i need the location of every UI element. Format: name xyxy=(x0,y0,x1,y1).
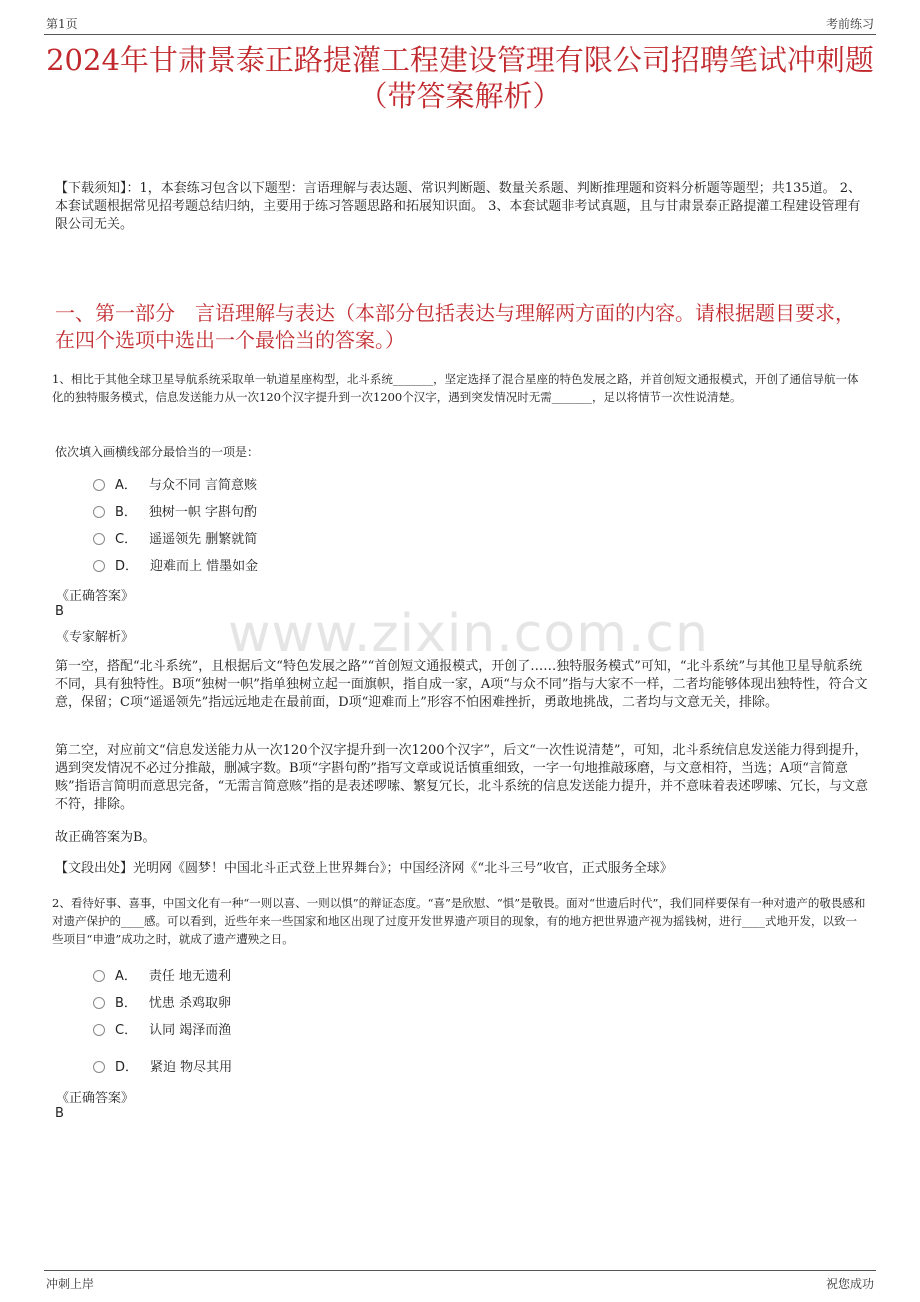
section-title: 一、第一部分 言语理解与表达（本部分包括表达与理解两方面的内容。请根据题目要求，在四个选项中选出一个最恰当的答案。） xyxy=(55,301,855,352)
q1-option-a[interactable]: A． 与众不同 言简意赅 xyxy=(93,476,257,496)
radio-icon[interactable] xyxy=(93,997,105,1009)
q1-option-c[interactable]: C． 遥遥领先 删繁就简 xyxy=(93,530,257,550)
q2-answer-label: 《正确答案》 xyxy=(56,1091,135,1106)
radio-icon[interactable] xyxy=(93,533,105,545)
header-label: 考前练习 xyxy=(825,17,874,31)
radio-icon[interactable] xyxy=(93,560,105,572)
q1-conclusion: 故正确答案为B。 xyxy=(55,830,156,845)
question-1-text: 1、相比于其他全球卫星导航系统采取单一轨道星座构型，北斗系统_______，坚定选择了混合星座的特色发展之路，并首创短文通报模式，开创了通信导航一体化的独特服务模式，信息发送能力从一次120个汉字提升到一次1200个汉字，遇到突发情况时无需_______，足以将情节一次性说清楚。 xyxy=(52,372,859,404)
radio-icon[interactable] xyxy=(93,479,105,491)
q1-option-d[interactable]: D． 迎难而上 惜墨如金 xyxy=(93,557,258,577)
page-header xyxy=(44,12,876,35)
q2-answer: B xyxy=(55,1106,64,1121)
download-notice: 【下载须知】：1，本套练习包含以下题型：言语理解与表达题、常识判断题、数量关系题、判断推理题和资料分析题等题型；共135道。 2、本套试题根据常见招考题总结归纳，主要用于练习答题思路和拓展知识面。 3、本套试题非考试真题，且与甘肃景泰正路提灌工程建设管理有限公司无关。 xyxy=(55,181,861,232)
q1-source: 【文段出处】光明网《圆梦！中国北斗正式登上世界舞台》；中国经济网《“北斗三号”收官，正式服务全球》 xyxy=(55,861,673,876)
q1-analysis-paragraph: 第二空，对应前文“信息发送能力从一次120个汉字提升到一次1200个汉字”，后文“一次性说清楚”，可知，北斗系统信息发送能力得到提升，遇到突发情况不必过分推敲，删减字数。B项“字斟句酌”指写文章或说话慎重细致，一字一句地推敲琢磨，与文意相符，当选；A项“言简意赅”指语言简明而意思完备，“无需言简意赅”指的是表述啰嗦、繁复冗长，北斗系统的信息发送能力提升，并不意味着表述啰嗦、冗长，与文意不符，排除。 xyxy=(55,743,868,812)
q1-answer-label: 《正确答案》 xyxy=(56,589,135,604)
q2-option-d[interactable]: D． 紧迫 物尽其用 xyxy=(93,1058,232,1078)
radio-icon[interactable] xyxy=(93,1061,105,1073)
page-number: 第1页 xyxy=(46,17,78,31)
q1-analysis-label: 《专家解析》 xyxy=(56,630,135,645)
document-title: 2024年甘肃景泰正路提灌工程建设管理有限公司招聘笔试冲刺题（带答案解析） xyxy=(46,43,874,113)
radio-icon[interactable] xyxy=(93,1024,105,1036)
watermark: www.zixin.com.cn xyxy=(228,604,709,664)
q2-option-a[interactable]: A． 责任 地无遗利 xyxy=(93,967,231,987)
question-2-text: 2、看待好事、喜事，中国文化有一种“一则以喜、一则以惧”的辩证态度。“喜”是欣慰、“惧”是敬畏。面对“世遗后时代”，我们同样要保有一种对遗产的敬畏感和对遗产保护的____感。可以看到，近些年来一些国家和地区出现了过度开发世界遗产项目的现象，有的地方把世界遗产视为摇钱树，进行____式地开发，以致一些项目“申遗”成功之时，就成了遗产遭殃之日。 xyxy=(52,896,866,946)
q1-analysis-paragraph: 第一空，搭配“北斗系统”，且根据后文“特色发展之路”“首创短文通报模式，开创了……独特服务模式”可知，“北斗系统”与其他卫星导航系统不同，具有独特性。B项“独树一帜”指单独树立起一面旗帜，指自成一家，A项“与众不同”指与大家不一样，二者均能够体现出独特性，符合文意，保留；C项“遥遥领先”指远远地走在最前面，D项“迎难而上”形容不怕困难挫折，勇敢地挑战，二者均与文意无关，排除。 xyxy=(55,659,868,710)
radio-icon[interactable] xyxy=(93,506,105,518)
question-1-prompt: 依次填入画横线部分最恰当的一项是： xyxy=(55,445,260,459)
q2-option-b[interactable]: B． 忧患 杀鸡取卵 xyxy=(93,994,231,1014)
q2-option-c[interactable]: C． 认同 竭泽而渔 xyxy=(93,1021,231,1041)
footer-right: 祝您成功 xyxy=(825,1277,874,1291)
footer-left: 冲刺上岸 xyxy=(46,1277,95,1291)
page-footer xyxy=(44,1270,876,1293)
q1-option-b[interactable]: B． 独树一帜 字斟句酌 xyxy=(93,503,257,523)
radio-icon[interactable] xyxy=(93,970,105,982)
q1-answer: B xyxy=(55,604,64,619)
